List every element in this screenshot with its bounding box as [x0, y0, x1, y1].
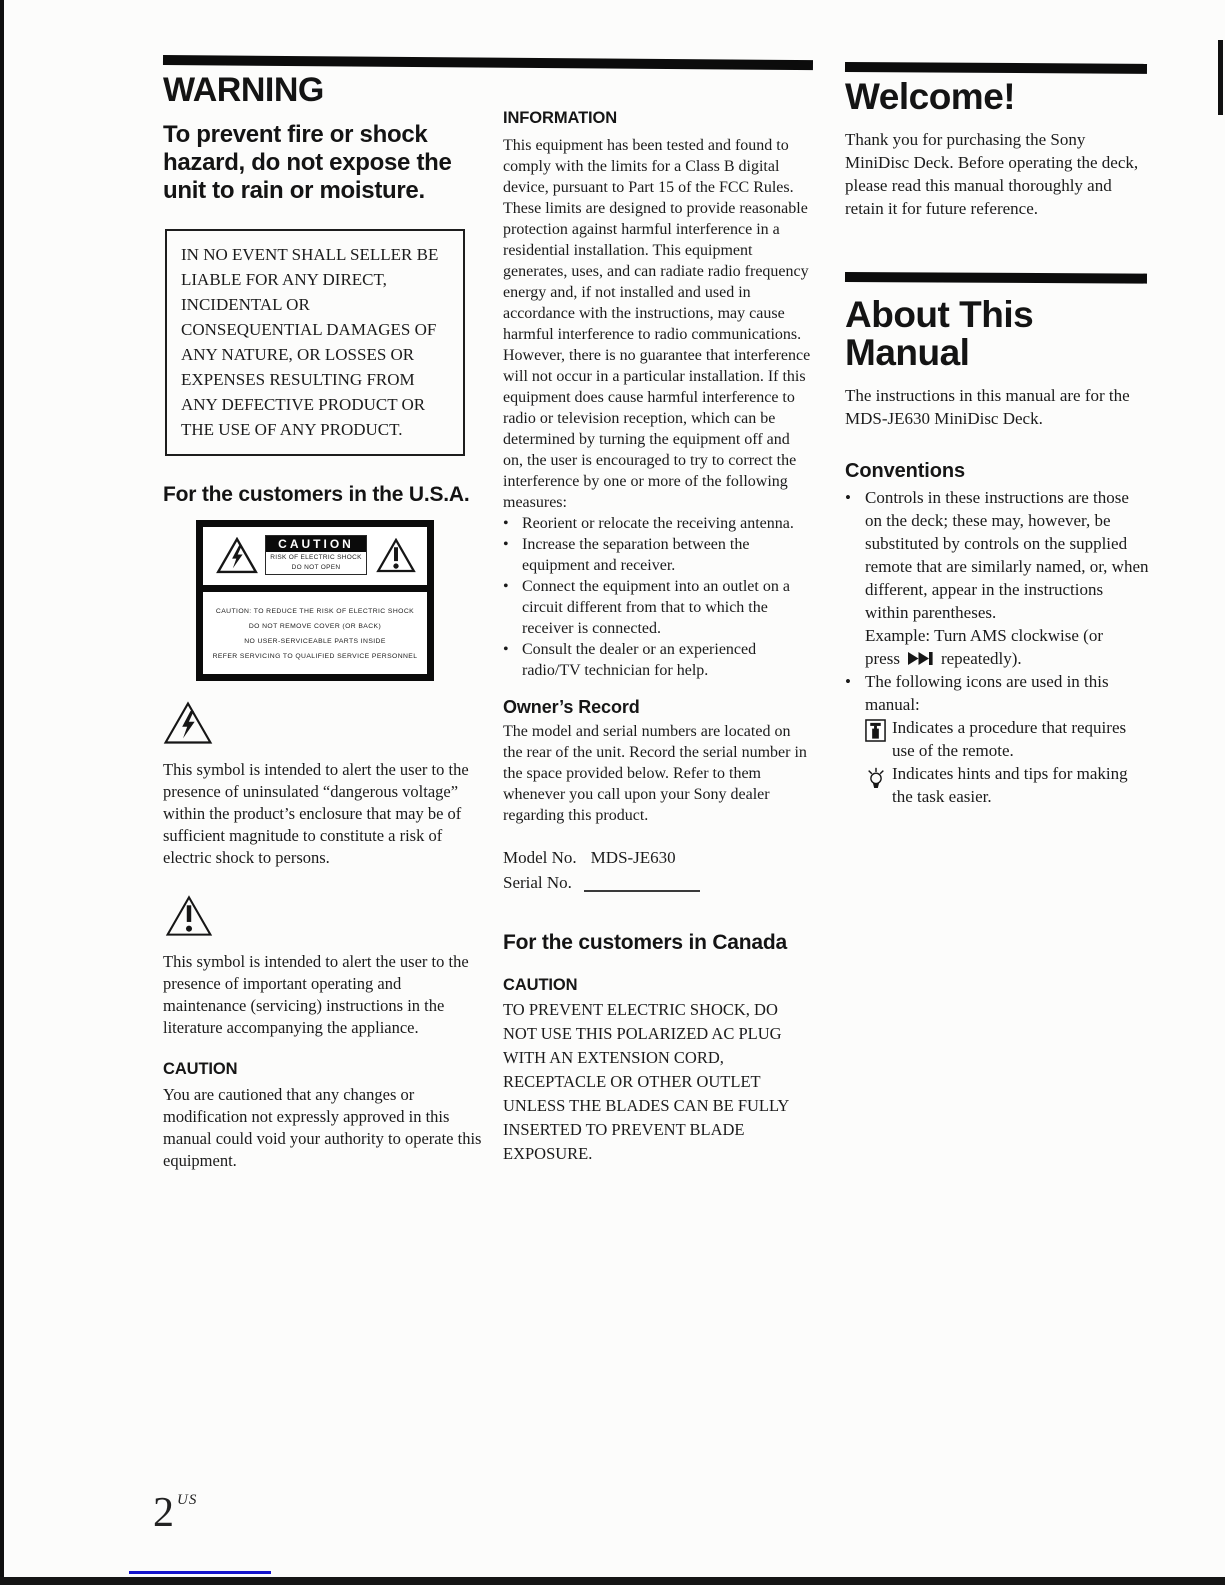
measure-text: Increase the separation between the equipment and receiver.	[522, 536, 750, 574]
next-track-icon	[907, 651, 934, 666]
lightning-triangle-icon	[163, 701, 213, 745]
about-text: The instructions in this manual are for the MDS-JE630 MiniDisc Deck.	[845, 385, 1130, 428]
icon-legend	[865, 716, 1149, 808]
exclamation-symbol-text: This symbol is intended to alert the user to the presence of important operating and maintenance (servicing) instructions in the literature accompanying the appliance.	[163, 951, 469, 1037]
example-line-2	[865, 647, 1149, 670]
owners-record-text: The model and serial numbers are located on the rear of the unit. Record the serial number in the space provided below. Refer to them whenever you call upon your Sony dealer regarding this product.	[503, 723, 807, 824]
caution-text: You are cautioned that any changes or modification not expressly approved in this manual could void your authority to operate this equipment.	[163, 1084, 482, 1170]
caution-label-line: CAUTION: TO REDUCE THE RISK OF ELECTRIC SHOCK	[215, 607, 415, 615]
example-line-1: Example: Turn AMS clockwise (or	[865, 625, 1103, 645]
caution-label-line: DO NOT REMOVE COVER (OR BACK)	[248, 622, 382, 630]
caution-label-bottom-panel	[203, 592, 427, 674]
page-number	[153, 1478, 197, 1535]
measure-text: Consult the dealer or an experienced radio/TV technician for help.	[522, 641, 757, 679]
example-block	[865, 624, 1149, 670]
lightning-triangle-icon	[216, 537, 258, 574]
model-value: MDS-JE630	[590, 848, 676, 867]
left-column	[163, 0, 485, 1172]
list-item	[503, 513, 813, 534]
welcome-heading: Welcome!	[845, 76, 1016, 117]
conventions-list	[845, 486, 1149, 808]
convention-item-content	[865, 486, 1149, 670]
caution-label-top-panel	[203, 527, 427, 585]
legend-item-remote	[865, 716, 1149, 762]
tip-icon-text: Indicates hints and tips for making the task easier.	[892, 763, 1128, 806]
information-text: This equipment has been tested and found to comply with the limits for a Class B digital device, pursuant to Part 15 of the FCC Rules. These limits are designed to provide reasonable protection against harmful interference in a residential installation. This equipment generates, uses, and can radiate radio frequency energy and, if not installed and used in accordance with the instructions, may cause harmful interference to radio communications. However, there is no guarantee that interference will not occur in a particular installation. If this equipment does cause harmful interference to radio or television reception, which can be determined by turning the equipment off and on, the user is encouraged to try to correct the interference by one or more of the following measures:	[503, 137, 811, 511]
serial-number-line	[503, 870, 813, 895]
example-post: repeatedly).	[940, 648, 1022, 668]
caution-label-line: REFER SERVICING TO QUALIFIED SERVICE PERSONNEL	[212, 652, 418, 660]
canada-caution-text: TO PREVENT ELECTRIC SHOCK, DO NOT USE THIS POLARIZED AC PLUG WITH AN EXTENSION CORD, RECEPTACLE OR OTHER OUTLET UNLESS THE BLADES CAN BE FULLY INSERTED TO PREVENT BLADE EXPOSURE.	[503, 1000, 789, 1163]
convention-text: The following icons are used in this manual:	[865, 671, 1109, 714]
middle-column	[503, 0, 813, 1166]
section-rule-about	[845, 272, 1147, 284]
serial-blank-line	[584, 876, 700, 892]
warning-heading: WARNING	[163, 71, 324, 109]
interference-measures-list	[503, 513, 813, 681]
bullet-dot: •	[503, 515, 509, 532]
bullet-dot: •	[845, 671, 851, 691]
list-item	[503, 639, 813, 681]
list-item	[503, 576, 813, 639]
about-heading: About This Manual	[845, 293, 1034, 373]
list-item	[845, 670, 1149, 808]
caution-heading: CAUTION	[163, 1059, 238, 1078]
remote-icon	[865, 716, 892, 762]
conventions-heading: Conventions	[845, 459, 966, 482]
welcome-text: Thank you for purchasing the Sony MiniDisc Deck. Before operating the deck, please read this manual thoroughly and retain it for future reference.	[845, 129, 1139, 218]
disclaimer-box: IN NO EVENT SHALL SELLER BE LIABLE FOR ANY DIRECT, INCIDENTAL OR CONSEQUENTIAL DAMAGES OF ANY NATURE, OR LOSSES OR EXPENSES RESULTING FROM ANY DEFECTIVE PRODUCT OR THE USE OF ANY PRODUCT.	[165, 229, 465, 456]
right-column	[845, 0, 1149, 808]
lightning-symbol-text: This symbol is intended to alert the user to the presence of uninsulated “dangerous voltage” within the product’s enclosure that may be of sufficient magnitude to constitute a risk of electric shock to persons.	[163, 759, 469, 867]
scan-edge-bottom	[0, 1577, 1225, 1585]
example-pre: press	[865, 648, 900, 668]
list-item	[503, 534, 813, 576]
convention-text: Controls in these instructions are those on the deck; these may, however, be substituted by controls on the supplied remote that are similarly named, or, when different, appear in the instructions within parentheses.	[865, 487, 1149, 622]
information-heading: INFORMATION	[503, 109, 618, 127]
scan-artifact-blue-line	[129, 1571, 271, 1574]
convention-item-content	[865, 670, 1149, 808]
canada-customers-heading: For the customers in Canada	[503, 931, 787, 954]
bullet-dot: •	[503, 578, 509, 595]
caution-bar: CAUTION	[266, 536, 366, 552]
caution-label-text-box	[265, 535, 367, 575]
usa-customers-heading: For the customers in the U.S.A.	[163, 482, 470, 506]
scan-edge-right	[1218, 40, 1223, 115]
bullet-dot: •	[845, 487, 851, 507]
exclamation-triangle-icon	[376, 538, 416, 573]
scan-edge-left	[0, 0, 4, 1585]
hint-lightbulb-icon	[865, 762, 892, 808]
caution-risk-line-2: DO NOT OPEN	[291, 563, 341, 571]
caution-label-line: NO USER-SERVICEABLE PARTS INSIDE	[244, 637, 386, 645]
bullet-dot: •	[503, 641, 509, 658]
list-item	[845, 486, 1149, 670]
legend-item-tip	[865, 762, 1149, 808]
exclamation-triangle-icon	[165, 895, 213, 937]
warning-subheading: To prevent fire or shock hazard, do not expose the unit to rain or moisture.	[163, 120, 452, 204]
caution-risk-line-1: RISK OF ELECTRIC SHOCK	[270, 553, 362, 561]
caution-label-graphic	[196, 520, 434, 681]
bullet-dot: •	[503, 536, 509, 553]
serial-label: Serial No.	[503, 873, 572, 892]
canada-caution-heading: CAUTION	[503, 976, 578, 994]
owners-record-heading: Owner’s Record	[503, 697, 640, 717]
measure-text: Reorient or relocate the receiving antenna.	[522, 515, 794, 532]
page-number-suffix: US	[177, 1492, 198, 1508]
remote-icon-text: Indicates a procedure that requires use of the remote.	[892, 717, 1127, 760]
model-number-line	[503, 845, 813, 870]
model-label: Model No.	[503, 848, 577, 867]
page-number-value: 2	[153, 1490, 174, 1536]
measure-text: Connect the equipment into an outlet on a circuit different from that to which the receiver is connected.	[522, 578, 790, 637]
